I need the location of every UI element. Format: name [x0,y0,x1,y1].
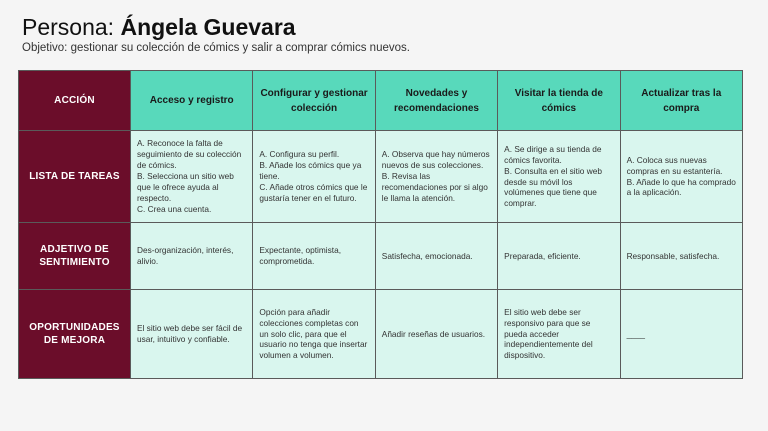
table-cell [498,223,620,290]
cell-text: Preparada, eficiente. [504,250,581,261]
cell-text: Añadir reseñas de usuarios. [381,328,486,339]
persona-name: Ángela Guevara [120,14,296,40]
cell-text: El sitio web debe ser responsivo para que se pueda acceder independientemente del dispositivo. [504,306,593,361]
column-header: Acceso y registro [131,71,253,131]
table-cell [131,290,253,379]
cell-text: B. Consulta en el sitio web desde su móvil los volúmenes que tiene que comprar. [504,165,602,209]
cell-text: Des-organización, interés, alivio. [137,245,234,266]
title-prefix: Persona: [22,14,121,40]
table-cell [620,290,742,379]
table-cell [131,223,253,290]
cell-text: A. Coloca sus nuevas compras en su estantería. [626,154,723,176]
cell-text: Responsable, satisfecha. [626,250,720,261]
cell-text: B. Añade los cómics que ya tiene. [259,160,362,182]
table-cell [375,131,497,223]
column-header: Actualizar tras la compra [620,71,742,131]
column-header: Visitar la tienda de cómics [498,71,620,131]
table-cell [375,290,497,379]
cell-text: A. Configura su perfil. [259,149,340,160]
cell-text: A. Observa que hay números nuevos de sus colecciones. [381,149,490,171]
table-row [19,131,743,223]
cell-text: B. Selecciona un sitio web que le ofrece ayuda al respecto. [137,171,234,203]
page-title [22,14,296,41]
cell-text: C. Añade otros cómics que le gustaría tener en el futuro. [259,181,368,203]
cell-text: El sitio web debe ser fácil de usar, intuitivo y confiable. [137,323,243,344]
cell-text: Expectante, optimista, comprometida. [259,245,342,266]
row-header: OPORTUNIDADES DE MEJORA [19,290,131,379]
table-row [19,290,743,379]
column-header: Configurar y gestionar colección [253,71,375,131]
table-cell [253,223,375,290]
cell-text: A. Reconoce la falta de seguimiento de su colección de cómics. [137,138,242,171]
cell-text: Satisfecha, emocionada. [381,250,473,261]
header-row [19,71,743,131]
cell-text: A. Se dirige a su tienda de cómics favorita. [504,143,602,165]
table-cell [620,223,742,290]
table-cell [620,131,742,223]
table-cell [375,223,497,290]
table-cell [498,131,620,223]
row-header: LISTA DE TAREAS [19,131,131,223]
table-cell [131,131,253,223]
cell-text: B. Añade lo que ha comprado a la aplicación. [626,176,736,198]
page-subtitle: Objetivo: gestionar su colección de cómics y salir a comprar cómics nuevos. [22,42,410,54]
cell-text: ____ [626,328,646,339]
table-cell [253,131,375,223]
cell-text: B. Revisa las recomendaciones por si algo le llama la atención. [381,171,488,203]
corner-header: ACCIÓN [19,71,131,131]
table-row [19,223,743,290]
cell-text: C. Crea una cuenta. [137,203,212,214]
column-header: Novedades y recomendaciones [375,71,497,131]
journey-map-table [18,70,743,379]
table-cell [498,290,620,379]
cell-text: Opción para añadir colecciones completas con un solo clic, para que el usuario no tenga que insertar volumen a volumen. [259,306,368,361]
table-cell [253,290,375,379]
row-header: ADJETIVO DE SENTIMIENTO [19,223,131,290]
